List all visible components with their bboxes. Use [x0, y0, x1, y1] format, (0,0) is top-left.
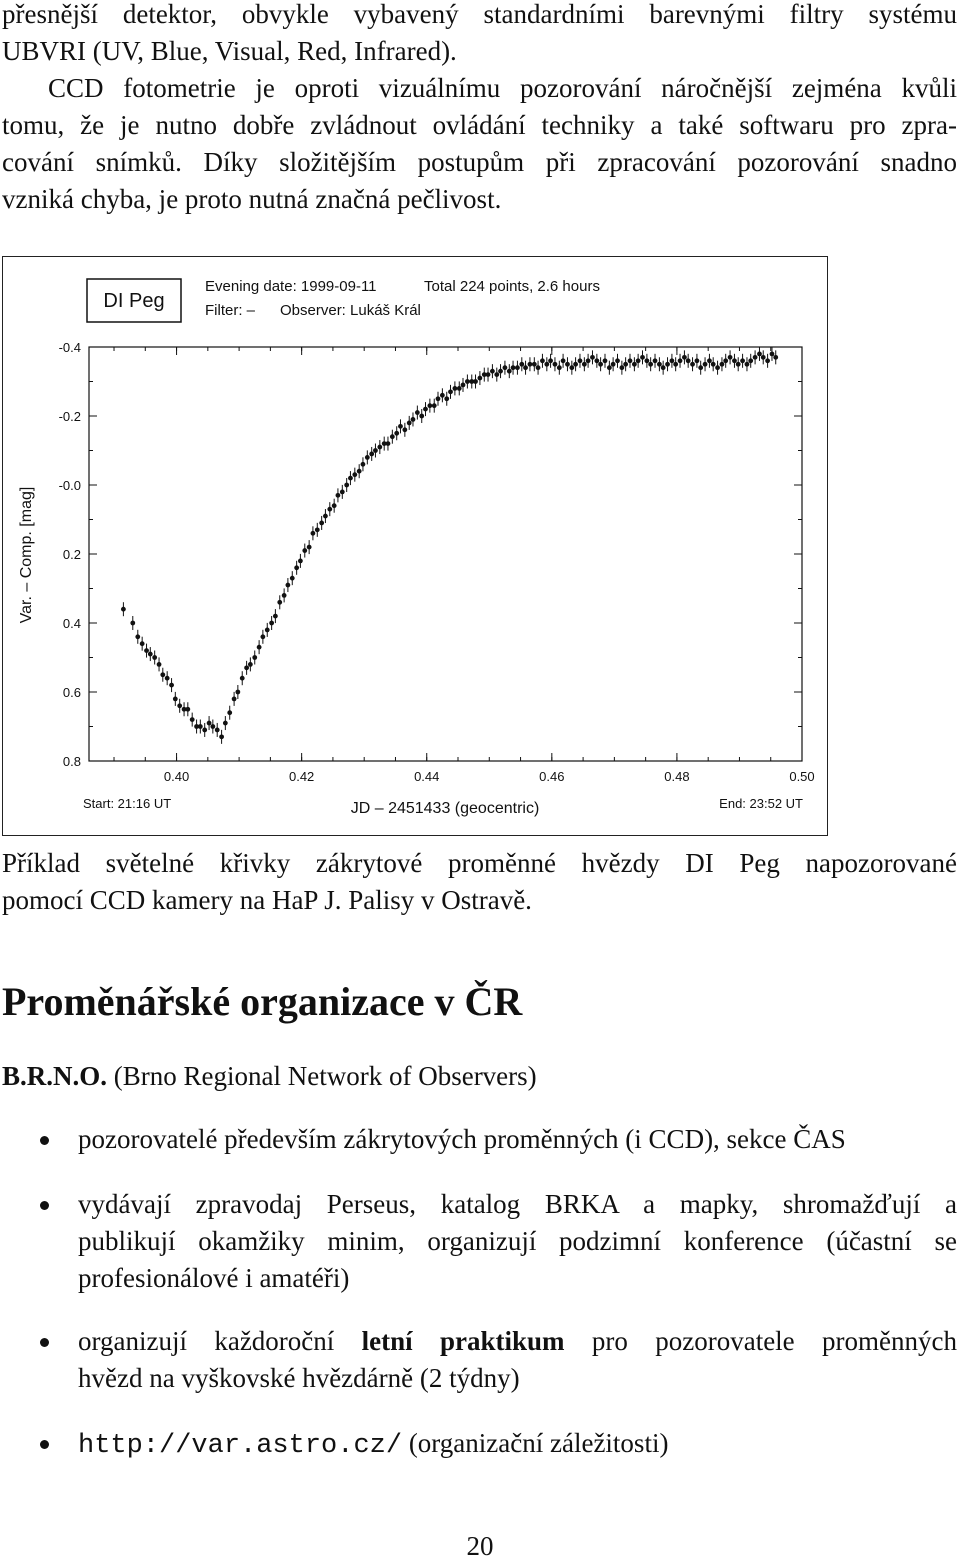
list-item-text-part: organizují každoroční: [78, 1326, 335, 1356]
list-item-text: hvězd na vyškovské hvězdárně (2 týdny): [78, 1363, 520, 1393]
y-tick-label: 0.6: [62, 685, 81, 700]
intro-line: vzniká chyba, je proto nutná značná pečlivost.: [2, 184, 502, 214]
data-point: [344, 483, 349, 488]
list-item-text: [78, 1323, 957, 1360]
data-point: [761, 355, 766, 360]
data-point: [648, 362, 653, 367]
caption-line: pomocí CCD kamery na HaP J. Palisy v Ostravě.: [2, 885, 532, 915]
data-point: [736, 362, 741, 367]
data-point: [695, 358, 700, 363]
y-tick-label: -0.2: [58, 409, 81, 424]
data-point: [728, 355, 733, 360]
data-point: [207, 721, 212, 726]
data-point: [411, 417, 416, 422]
organization-title: [2, 1058, 537, 1095]
data-point: [319, 521, 324, 526]
organization-abbreviation: B.R.N.O.: [2, 1061, 108, 1091]
data-point: [352, 472, 357, 477]
data-point: [160, 672, 165, 677]
x-axis-label: JD – 2451433 (geocentric): [350, 800, 540, 817]
data-point: [707, 358, 712, 363]
data-point: [210, 724, 215, 729]
data-point: [607, 365, 612, 370]
data-point: [732, 358, 737, 363]
data-point: [298, 559, 303, 564]
data-point: [740, 358, 745, 363]
data-point: [260, 634, 265, 639]
data-point: [173, 697, 178, 702]
data-point: [757, 352, 762, 357]
data-point: [582, 362, 587, 367]
data-point: [603, 358, 608, 363]
observer-label: Observer: Lukáš Král: [280, 302, 421, 319]
data-point: [540, 358, 545, 363]
data-point: [611, 362, 616, 367]
page-number: 20: [466, 1531, 494, 1561]
data-point: [269, 621, 274, 626]
data-point: [169, 683, 174, 688]
data-point: [511, 365, 516, 370]
data-point: [632, 362, 637, 367]
data-point: [723, 358, 728, 363]
data-point: [415, 410, 420, 415]
data-point: [248, 662, 253, 667]
data-point: [398, 424, 403, 429]
data-point: [590, 355, 595, 360]
data-point: [703, 362, 708, 367]
list-item-text: pozorovatelé především zákrytových proměnných (i CCD), sekce ČAS: [78, 1124, 846, 1154]
data-point: [532, 362, 537, 367]
y-tick-label: 0.8: [62, 754, 81, 769]
data-point: [327, 507, 332, 512]
data-point: [523, 365, 528, 370]
data-point: [285, 583, 290, 588]
data-point: [536, 365, 541, 370]
data-point: [340, 490, 345, 495]
data-point: [190, 717, 195, 722]
data-point: [232, 697, 237, 702]
data-point: [770, 352, 775, 357]
data-point: [557, 365, 562, 370]
list-item: [2, 1121, 957, 1158]
data-point: [544, 362, 549, 367]
data-point: [336, 493, 341, 498]
data-point: [619, 365, 624, 370]
data-point: [390, 434, 395, 439]
data-point: [219, 734, 224, 739]
data-point: [432, 403, 437, 408]
data-point: [402, 427, 407, 432]
data-point: [698, 365, 703, 370]
intro-paragraph: [2, 0, 957, 218]
data-point: [715, 365, 720, 370]
data-point: [636, 358, 641, 363]
data-point: [573, 362, 578, 367]
data-point: [148, 652, 153, 657]
data-point: [598, 362, 603, 367]
intro-line: UBVRI (UV, Blue, Visual, Red, Infrared).: [2, 36, 457, 66]
data-point: [503, 365, 508, 370]
data-point: [235, 690, 240, 695]
figure-caption: [2, 845, 957, 919]
data-point: [240, 676, 245, 681]
data-point: [765, 358, 770, 363]
data-point: [623, 362, 628, 367]
data-points: [121, 347, 778, 744]
list-item: [2, 1186, 957, 1297]
data-point: [130, 621, 135, 626]
data-point: [640, 355, 645, 360]
data-point: [628, 358, 633, 363]
data-point: [282, 593, 287, 598]
data-point: [448, 389, 453, 394]
data-point: [473, 379, 478, 384]
data-point: [419, 414, 424, 419]
data-point: [682, 355, 687, 360]
data-point: [373, 448, 378, 453]
x-tick-label: 0.48: [664, 769, 690, 784]
data-point: [773, 355, 778, 360]
data-point: [227, 710, 232, 715]
list-item-text-part: pro pozorovatele proměnných: [591, 1326, 957, 1356]
x-tick-label: 0.44: [414, 769, 440, 784]
list-item-text: profesionálové i amatéři): [78, 1263, 350, 1293]
data-point: [461, 383, 466, 388]
total-points: Total 224 points, 2.6 hours: [424, 278, 600, 295]
data-point: [423, 407, 428, 412]
data-point: [690, 362, 695, 367]
data-point: [528, 362, 533, 367]
data-point: [215, 728, 220, 733]
data-point: [135, 634, 140, 639]
data-point: [265, 628, 270, 633]
x-tick-label: 0.50: [789, 769, 815, 784]
data-point: [427, 403, 432, 408]
data-point: [244, 665, 249, 670]
data-point: [519, 362, 524, 367]
y-axis-label: Var. – Comp. [mag]: [18, 486, 35, 624]
data-point: [615, 358, 620, 363]
data-point: [407, 421, 412, 426]
bullet-icon: [40, 1440, 49, 1449]
data-point: [515, 365, 520, 370]
data-point: [440, 393, 445, 398]
data-point: [377, 445, 382, 450]
list-item-emphasis: letní praktikum: [361, 1326, 565, 1356]
data-point: [665, 362, 670, 367]
data-point: [686, 358, 691, 363]
data-point: [436, 396, 441, 401]
url-link[interactable]: http://var.astro.cz/: [78, 1431, 403, 1461]
data-point: [152, 655, 157, 660]
data-point: [121, 607, 126, 612]
list-item: [2, 1425, 957, 1465]
data-point: [323, 514, 328, 519]
data-point: [257, 645, 262, 650]
data-point: [140, 641, 145, 646]
light-curve-chart: [3, 257, 827, 835]
data-point: [307, 545, 312, 550]
list-item-text-part: (organizační záležitosti): [408, 1428, 669, 1458]
data-point: [369, 452, 374, 457]
data-point: [332, 503, 337, 508]
data-point: [457, 386, 462, 391]
data-point: [311, 531, 316, 536]
data-point: [223, 721, 228, 726]
intro-line: přesnější detektor, obvykle vybavený standardními barevnými filtry systému: [2, 0, 957, 29]
data-point: [507, 369, 512, 374]
plot-frame: [89, 347, 802, 761]
data-point: [273, 614, 278, 619]
data-point: [302, 548, 307, 553]
star-label: DI Peg: [103, 290, 165, 312]
x-tick-label: 0.42: [288, 769, 315, 784]
data-point: [653, 358, 658, 363]
data-point: [252, 655, 257, 660]
data-point: [548, 358, 553, 363]
data-point: [198, 724, 203, 729]
y-tick-label: 0.2: [62, 547, 81, 562]
data-point: [177, 703, 182, 708]
data-point: [477, 376, 482, 381]
data-point: [661, 365, 666, 370]
intro-line: cování snímků. Díky složitějším postupům při zpracování pozorování snadno: [2, 147, 957, 177]
data-point: [745, 362, 750, 367]
x-tick-label: 0.40: [163, 769, 190, 784]
y-tick-label: -0.0: [58, 478, 81, 493]
y-tick-label: 0.4: [62, 616, 81, 631]
x-tick-label: 0.46: [539, 769, 565, 784]
data-point: [465, 379, 470, 384]
data-point: [678, 358, 683, 363]
list-item-text: [78, 1425, 957, 1465]
data-point: [498, 369, 503, 374]
data-point: [670, 358, 675, 363]
data-point: [357, 469, 362, 474]
data-point: [657, 362, 662, 367]
data-point: [394, 431, 399, 436]
organization-full-name: (Brno Regional Network of Observers): [113, 1061, 537, 1091]
intro-line: tomu, že je nutno dobře zvládnout ovládání techniky a také softwaru pro zpra-: [2, 110, 957, 140]
bullet-icon: [40, 1338, 49, 1347]
data-point: [294, 565, 299, 570]
data-point: [452, 386, 457, 391]
data-point: [144, 648, 149, 653]
evening-date: Evening date: 1999-09-11: [205, 278, 377, 295]
data-point: [165, 676, 170, 681]
data-point: [365, 455, 370, 460]
intro-line: CCD fotometrie je oproti vizuálnímu pozorování náročnější zejména kvůli: [48, 73, 957, 103]
data-point: [202, 728, 207, 733]
end-time: End: 23:52 UT: [719, 796, 803, 811]
filter-label: Filter: –: [205, 302, 256, 319]
bullet-icon: [40, 1201, 49, 1210]
data-point: [720, 362, 725, 367]
data-point: [277, 600, 282, 605]
data-point: [586, 358, 591, 363]
data-point: [553, 362, 558, 367]
data-point: [753, 355, 758, 360]
data-point: [315, 527, 320, 532]
list-item: [2, 1323, 957, 1397]
start-time: Start: 21:16 UT: [83, 796, 172, 811]
data-point: [748, 358, 753, 363]
data-point: [594, 358, 599, 363]
caption-line: Příklad světelné křivky zákrytové proměnné hvězdy DI Peg napozorované: [2, 848, 957, 878]
data-point: [644, 358, 649, 363]
data-point: [490, 369, 495, 374]
data-point: [185, 707, 190, 712]
data-point: [361, 462, 366, 467]
section-heading: Proměnářské organizace v ČR: [2, 979, 523, 1024]
data-point: [290, 576, 295, 581]
data-point: [386, 441, 391, 446]
data-point: [711, 362, 716, 367]
data-point: [494, 372, 499, 377]
data-point: [486, 372, 491, 377]
x-axis: [114, 347, 815, 784]
data-point: [157, 662, 162, 667]
data-point: [569, 365, 574, 370]
y-tick-label: -0.4: [58, 340, 81, 355]
light-curve-figure: [2, 256, 828, 836]
data-point: [348, 476, 353, 481]
data-point: [561, 358, 566, 363]
list-item-text: vydávají zpravodaj Perseus, katalog BRKA a mapky, shromažďují a: [78, 1189, 957, 1219]
data-point: [673, 362, 678, 367]
data-point: [444, 396, 449, 401]
data-point: [578, 358, 583, 363]
data-point: [565, 362, 570, 367]
list-item-text: publikují okamžiky minim, organizují podzimní konference (účastní se: [78, 1226, 957, 1256]
bullet-icon: [40, 1136, 49, 1145]
